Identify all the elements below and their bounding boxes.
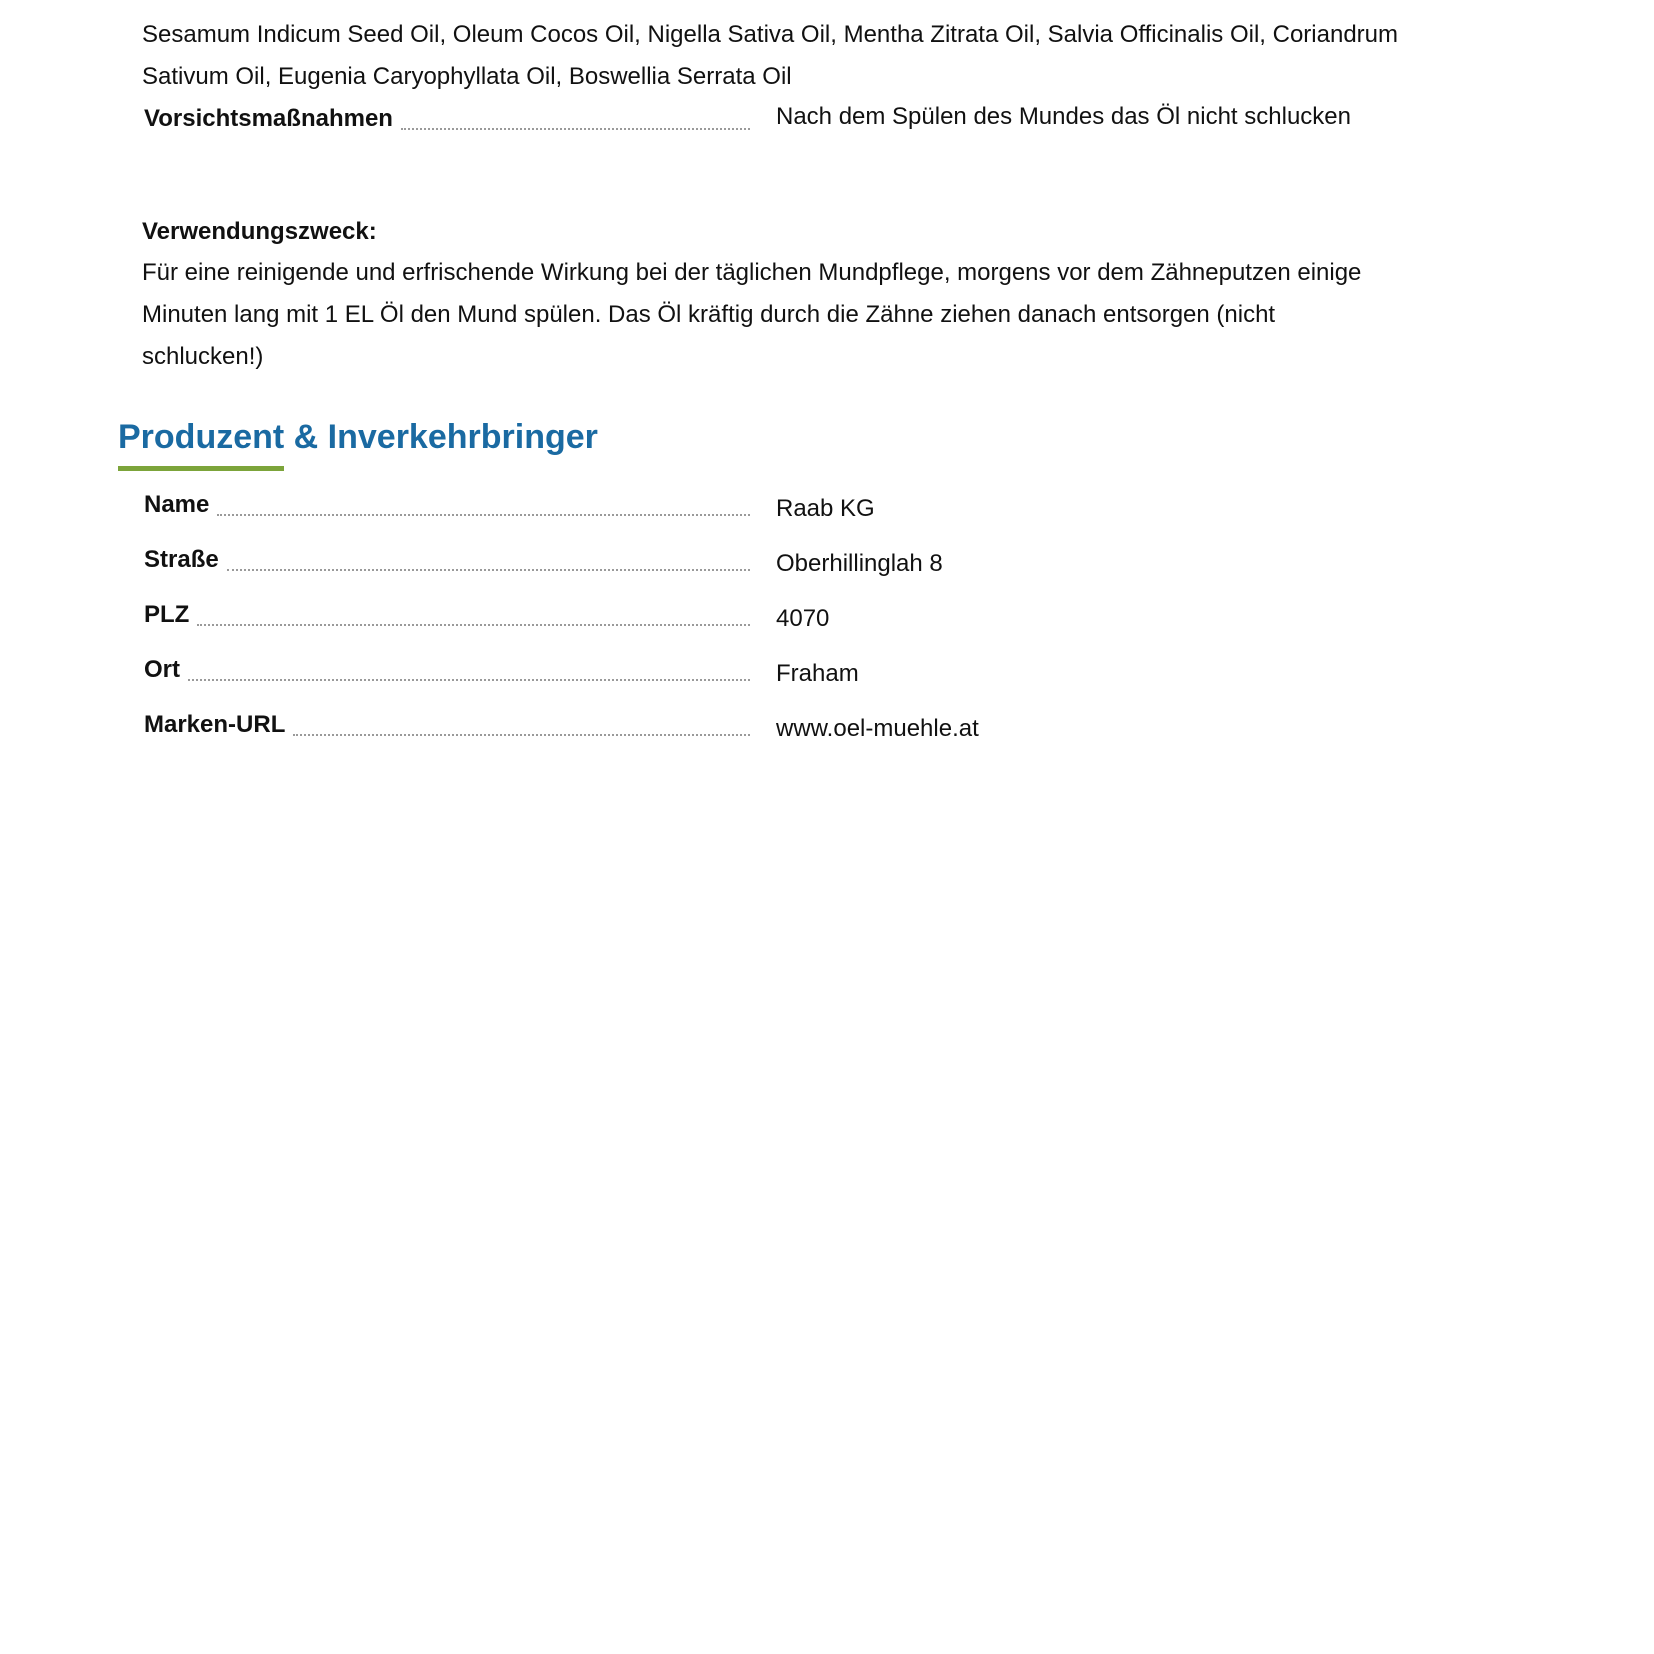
producer-row-city (144, 653, 1404, 697)
producer-label: Straße (144, 546, 219, 573)
usage-heading: Verwendungszweck: (142, 218, 377, 245)
producer-row-url (144, 708, 1404, 752)
precautions-value: Nach dem Spülen des Mundes das Öl nicht schlucken (776, 103, 1351, 130)
producer-value: Oberhillinglah 8 (776, 550, 943, 577)
producer-label: PLZ (144, 601, 190, 628)
producer-label: Marken-URL (144, 711, 286, 738)
precautions-row (144, 102, 1404, 146)
producer-label: Ort (144, 656, 180, 683)
precautions-label: Vorsichtsmaßnahmen (144, 105, 393, 132)
producer-row-name (144, 488, 1404, 532)
dotted-leader (188, 679, 750, 681)
section-title: Produzent & Inverkehrbringer (118, 418, 598, 456)
producer-value: 4070 (776, 605, 830, 632)
dotted-leader (197, 624, 750, 626)
brand-url-link[interactable]: www.oel-muehle.at (776, 715, 979, 742)
dotted-leader (401, 128, 750, 130)
producer-value: Fraham (776, 660, 859, 687)
producer-value: Raab KG (776, 495, 875, 522)
ingredients-text: Sesamum Indicum Seed Oil, Oleum Cocos Oil, Nigella Sativa Oil, Mentha Zitrata Oil, Salvia Officinalis Oil, Coriandrum Sativum Oil, Eugenia Caryophyllata Oil, Boswellia Serrata Oil (142, 21, 1399, 90)
dotted-leader (293, 734, 750, 736)
usage-text: Für eine reinigende und erfrischende Wirkung bei der täglichen Mundpflege, morgens vor dem Zähneputzen einige Minuten lang mit 1 EL Öl den Mund spülen. Das Öl kräftig durch die Zähne ziehen danach entsorgen (nicht schlucken!) (142, 259, 1362, 370)
dotted-leader (217, 514, 750, 516)
producer-row-street (144, 543, 1404, 587)
producer-label: Name (144, 491, 210, 518)
section-title-underline (118, 466, 284, 471)
dotted-leader (227, 569, 750, 571)
producer-row-plz (144, 598, 1404, 642)
